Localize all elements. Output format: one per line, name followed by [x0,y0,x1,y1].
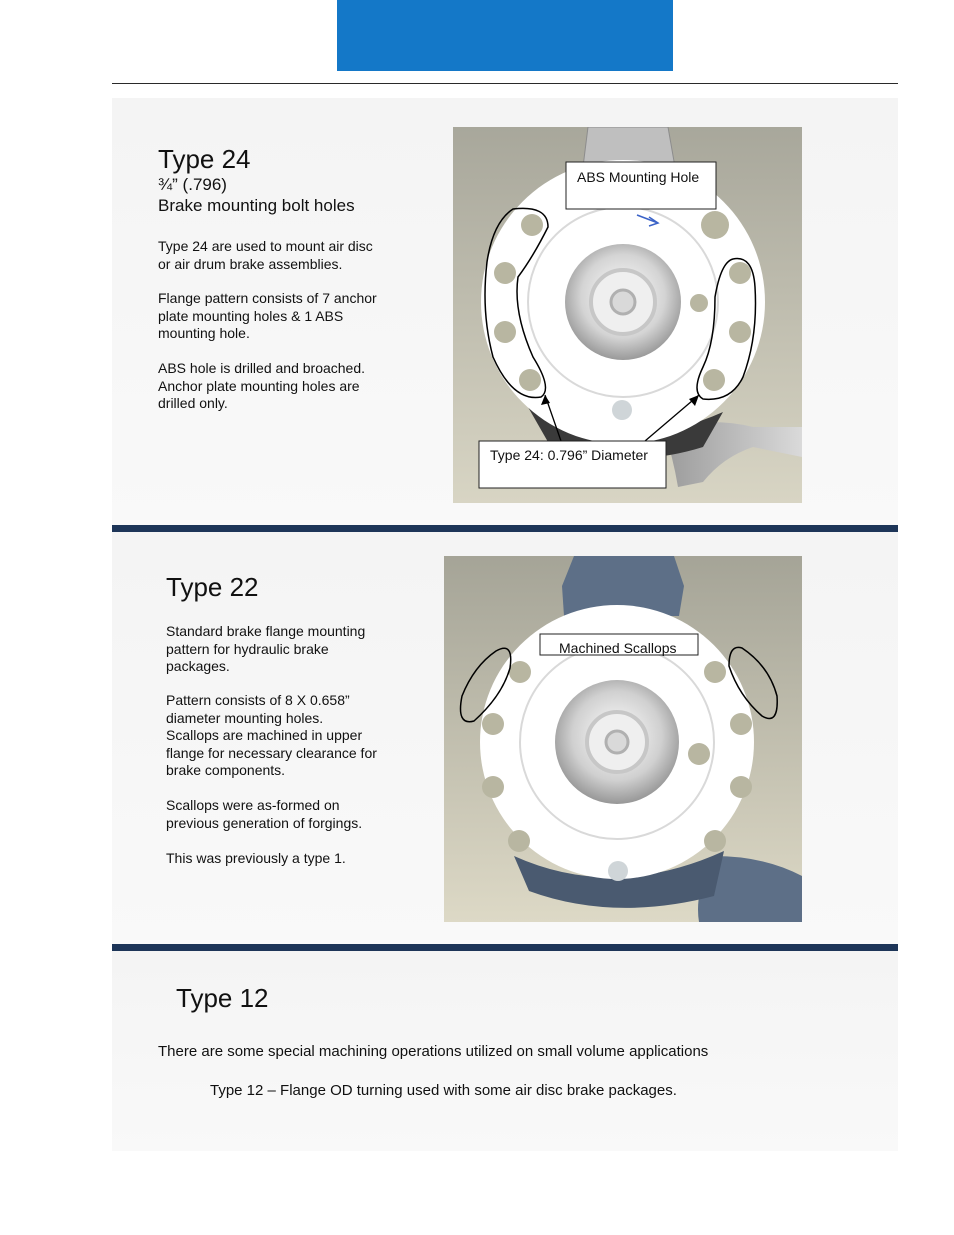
type-12-line-2: Type 12 – Flange OD turning used with some air disc brake packages. [210,1082,677,1099]
type-22-paragraph-3: Scallops were as-formed on previous generation of forgings. [166,797,363,831]
type-24-subtitle: Brake mounting bolt holes [158,196,355,215]
section-separator-1 [112,525,898,532]
abs-mounting-hole-callout: ABS Mounting Hole [577,169,700,185]
type-24-size: ¾” (.796) [158,175,227,194]
type-24-paragraph-3: ABS hole is drilled and broached. Anchor plate mounting holes are drilled only. [158,360,366,411]
type-22-paragraph-1: Standard brake flange mounting pattern for hydraulic brake packages. [166,623,366,674]
type-24-diameter-callout: Type 24: 0.796” Diameter [490,447,648,463]
header-banner [337,0,673,71]
type-22-paragraph-2: Pattern consists of 8 X 0.658” diameter mounting holes. Scallops are machined in upper flange for necessary clearance for brake components. [166,692,377,778]
type-24-paragraph-2: Flange pattern consists of 7 anchor plate mounting holes & 1 ABS mounting hole. [158,290,377,341]
header-rule [112,83,898,84]
machined-scallops-callout: Machined Scallops [559,640,677,656]
type-22-flange-image [444,556,802,922]
type-24-title: Type 24 [158,144,251,174]
type-12-line-1: There are some special machining operations utilized on small volume applications [158,1043,709,1060]
type-22-paragraph-4: This was previously a type 1. [166,850,346,866]
type-22-title: Type 22 [166,572,259,602]
type-12-title: Type 12 [176,983,269,1013]
type-24-paragraph-1: Type 24 are used to mount air disc or air drum brake assemblies. [158,238,373,272]
type-24-flange-image [453,127,802,503]
section-separator-2 [112,944,898,951]
